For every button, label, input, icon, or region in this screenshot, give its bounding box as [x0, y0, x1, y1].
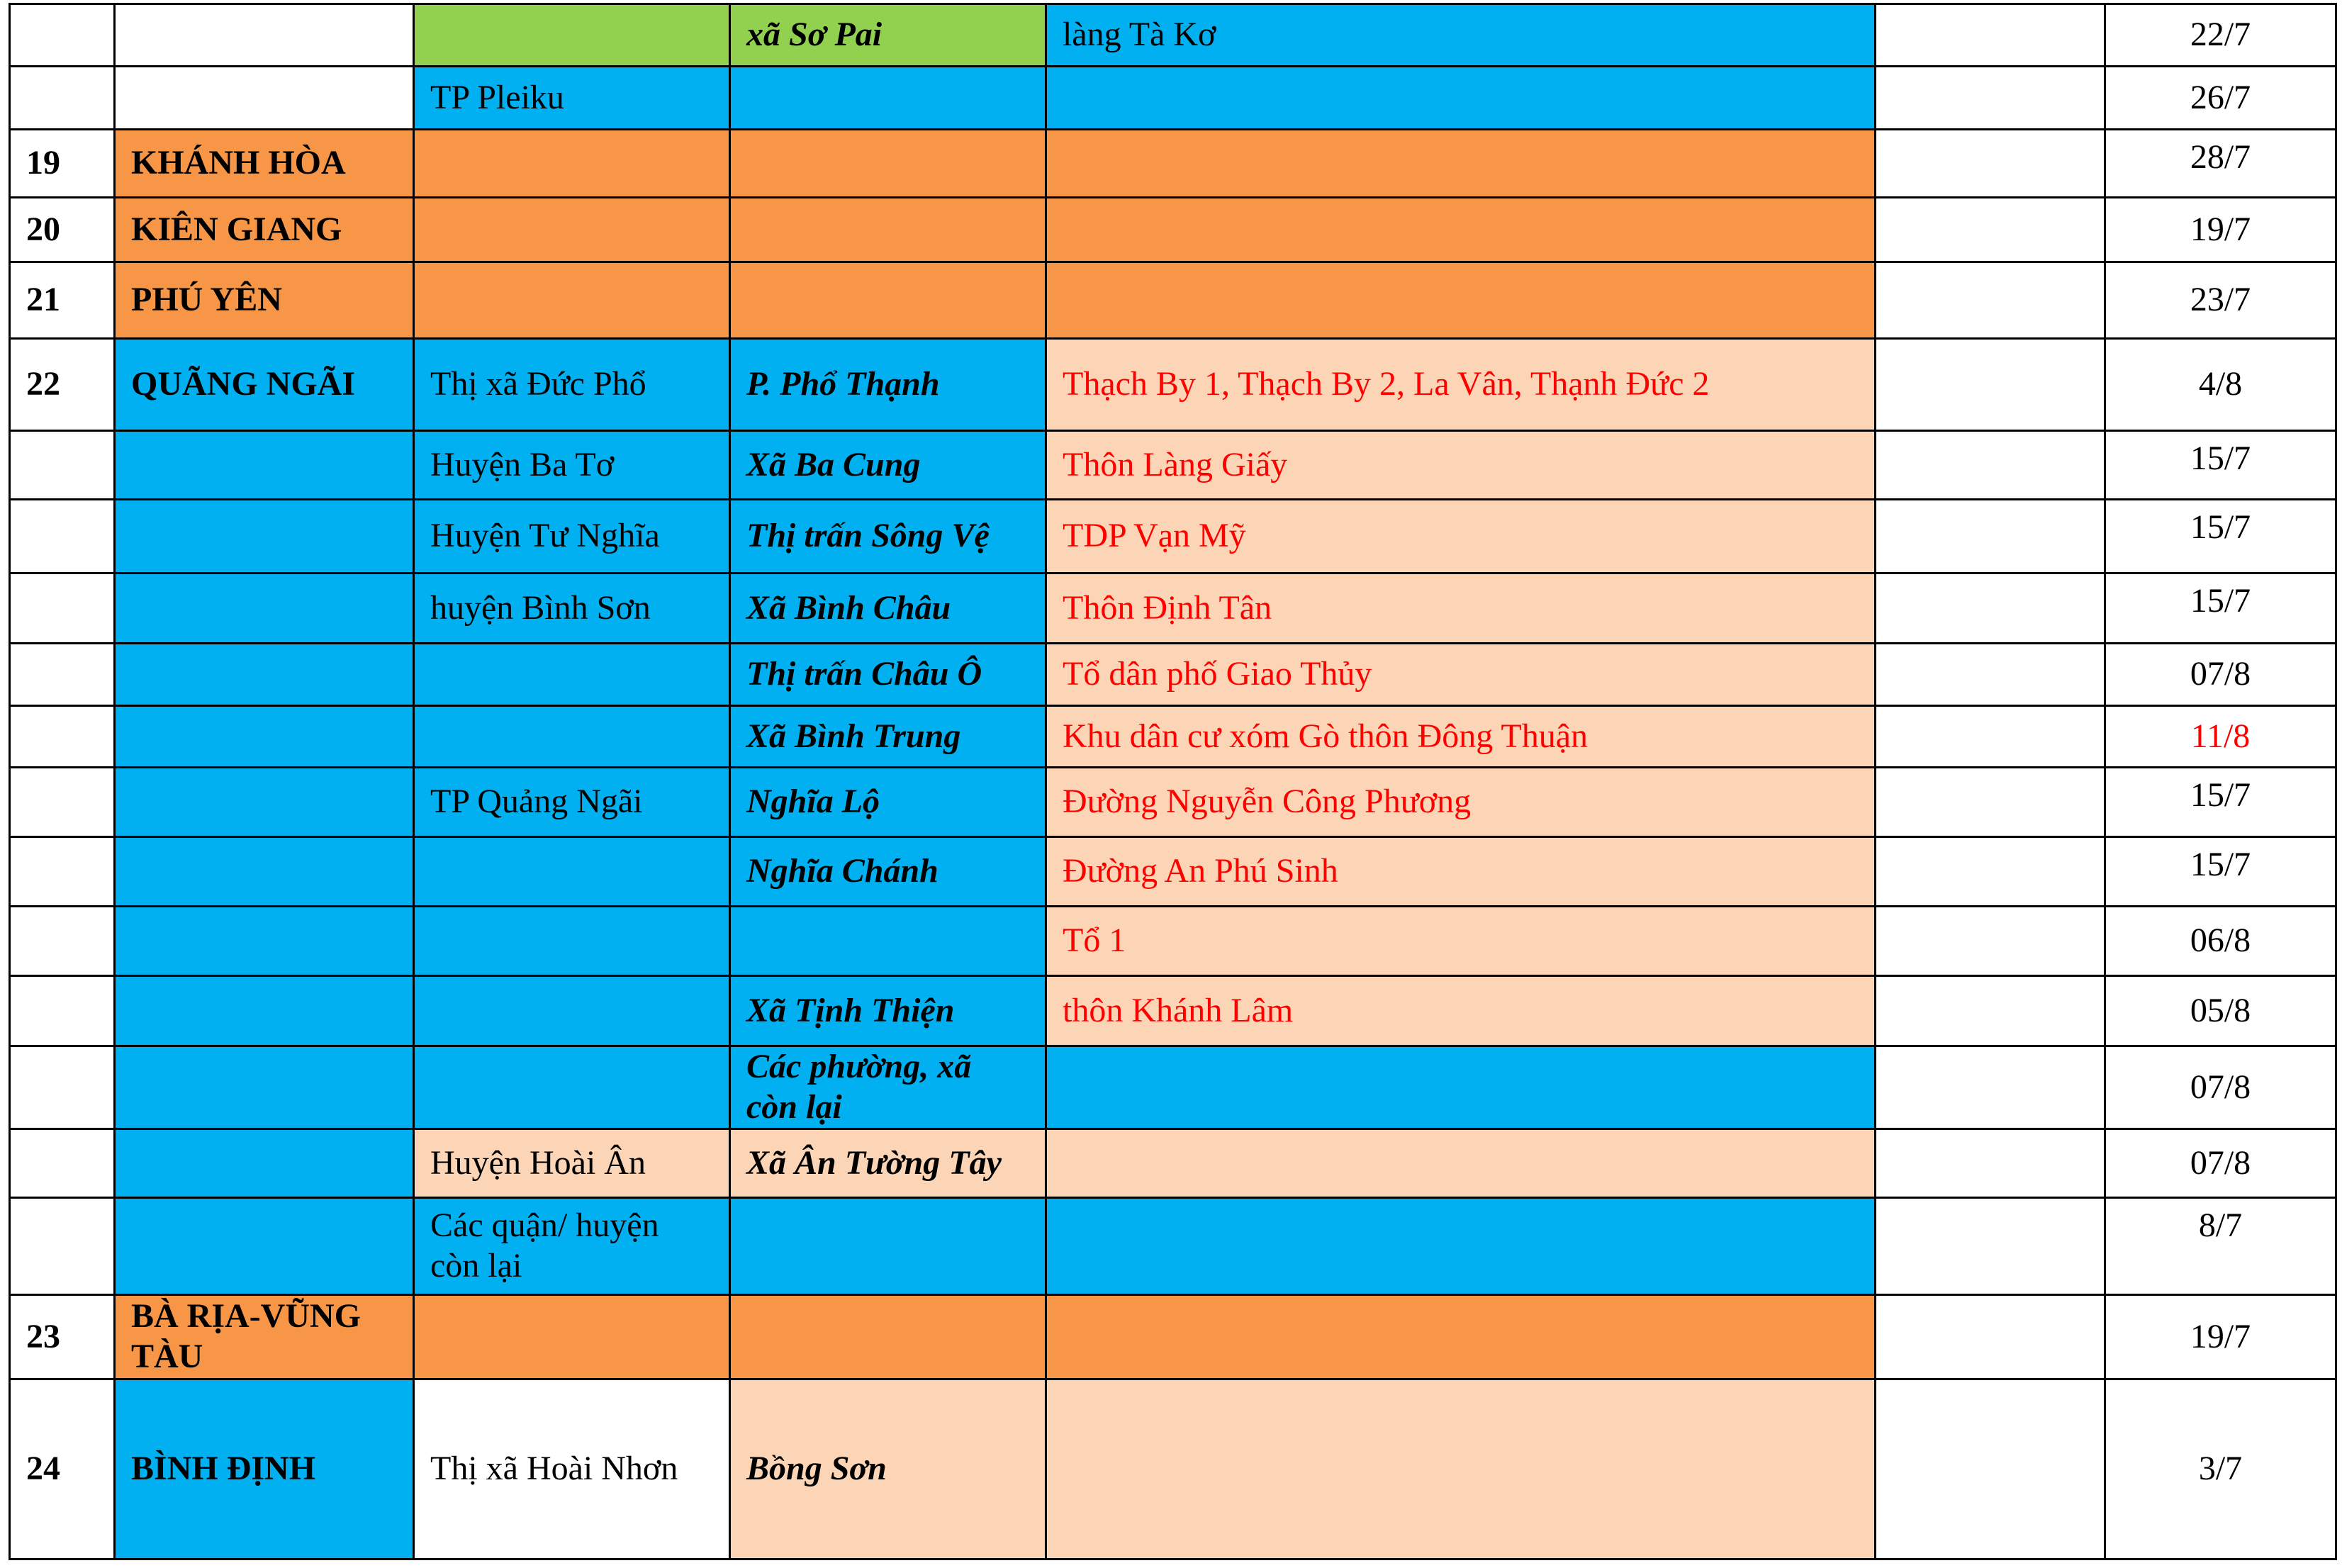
table-row — [10, 1129, 2336, 1198]
ward-cell — [730, 198, 1046, 262]
stt-cell — [10, 837, 115, 907]
note-cell — [1876, 1379, 2105, 1559]
district-cell — [414, 1046, 730, 1129]
area-cell: TDP Vạn Mỹ — [1046, 500, 1876, 573]
table-row — [10, 976, 2336, 1046]
note-cell — [1876, 431, 2105, 500]
stt-cell — [10, 1198, 115, 1295]
province-cell — [115, 573, 414, 644]
date-cell: 07/8 — [2105, 644, 2336, 706]
district-cell: TP Pleiku — [414, 67, 730, 130]
area-cell: Tổ 1 — [1046, 907, 1876, 976]
table-row — [10, 1295, 2336, 1379]
ward-cell: P. Phổ Thạnh — [730, 339, 1046, 431]
province-cell — [115, 67, 414, 130]
district-cell — [414, 976, 730, 1046]
date-cell: 07/8 — [2105, 1046, 2336, 1129]
date-cell: 15/7 — [2105, 431, 2336, 500]
province-cell: QUÃNG NGÃI — [115, 339, 414, 431]
district-cell: Thị xã Hoài Nhơn — [414, 1379, 730, 1559]
area-cell — [1046, 1379, 1876, 1559]
district-cell — [414, 837, 730, 907]
date-cell: 15/7 — [2105, 500, 2336, 573]
note-cell — [1876, 1046, 2105, 1129]
province-cell — [115, 768, 414, 837]
province-cell: PHÚ YÊN — [115, 262, 414, 339]
stt-cell — [10, 67, 115, 130]
area-cell: Thôn Làng Giấy — [1046, 431, 1876, 500]
stt-cell — [10, 976, 115, 1046]
ward-cell: Xã Bình Trung — [730, 706, 1046, 768]
district-cell: Thị xã Đức Phổ — [414, 339, 730, 431]
table-row — [10, 1198, 2336, 1295]
date-cell: 11/8 — [2105, 706, 2336, 768]
province-cell — [115, 1198, 414, 1295]
province-cell — [115, 431, 414, 500]
ward-cell: Xã Ân Tường Tây — [730, 1129, 1046, 1198]
stt-cell — [10, 1046, 115, 1129]
table-row — [10, 339, 2336, 431]
note-cell — [1876, 1129, 2105, 1198]
table-row — [10, 500, 2336, 573]
table-row — [10, 1046, 2336, 1129]
table-row — [10, 573, 2336, 644]
table-row — [10, 130, 2336, 198]
stt-cell — [10, 4, 115, 67]
district-cell: Huyện Tư Nghĩa — [414, 500, 730, 573]
stt-cell: 21 — [10, 262, 115, 339]
ward-cell — [730, 262, 1046, 339]
province-cell: BÀ RỊA-VŨNG TÀU — [115, 1295, 414, 1379]
stt-cell — [10, 1129, 115, 1198]
ward-cell: xã Sơ Pai — [730, 4, 1046, 67]
ward-cell — [730, 1295, 1046, 1379]
note-cell — [1876, 1295, 2105, 1379]
table-row — [10, 768, 2336, 837]
stt-cell — [10, 500, 115, 573]
province-cell — [115, 907, 414, 976]
area-cell: thôn Khánh Lâm — [1046, 976, 1876, 1046]
area-cell: làng Tà Kơ — [1046, 4, 1876, 67]
note-cell — [1876, 500, 2105, 573]
ward-cell: Các phường, xã còn lại — [730, 1046, 1046, 1129]
area-cell: Tổ dân phố Giao Thủy — [1046, 644, 1876, 706]
table-row — [10, 1379, 2336, 1559]
ward-cell — [730, 1198, 1046, 1295]
district-cell: Huyện Ba Tơ — [414, 431, 730, 500]
area-cell: Đường Nguyễn Công Phương — [1046, 768, 1876, 837]
table-row — [10, 644, 2336, 706]
stt-cell — [10, 706, 115, 768]
date-cell: 06/8 — [2105, 907, 2336, 976]
isolation-areas-table — [9, 3, 2337, 1560]
stt-cell: 23 — [10, 1295, 115, 1379]
table-row — [10, 4, 2336, 67]
area-cell — [1046, 130, 1876, 198]
note-cell — [1876, 4, 2105, 67]
stt-cell — [10, 907, 115, 976]
province-cell — [115, 500, 414, 573]
date-cell: 19/7 — [2105, 198, 2336, 262]
district-cell — [414, 1295, 730, 1379]
date-cell: 15/7 — [2105, 573, 2336, 644]
province-cell: KIÊN GIANG — [115, 198, 414, 262]
area-cell: Khu dân cư xóm Gò thôn Đông Thuận — [1046, 706, 1876, 768]
note-cell — [1876, 768, 2105, 837]
note-cell — [1876, 976, 2105, 1046]
area-cell — [1046, 198, 1876, 262]
area-cell — [1046, 1198, 1876, 1295]
ward-cell: Bồng Sơn — [730, 1379, 1046, 1559]
district-cell — [414, 4, 730, 67]
date-cell: 07/8 — [2105, 1129, 2336, 1198]
district-cell: Các quận/ huyện còn lại — [414, 1198, 730, 1295]
ward-cell: Xã Ba Cung — [730, 431, 1046, 500]
province-cell: BÌNH ĐỊNH — [115, 1379, 414, 1559]
note-cell — [1876, 837, 2105, 907]
note-cell — [1876, 573, 2105, 644]
area-cell: Thạch By 1, Thạch By 2, La Vân, Thạnh Đức 2 — [1046, 339, 1876, 431]
province-cell — [115, 644, 414, 706]
table-row — [10, 431, 2336, 500]
note-cell — [1876, 67, 2105, 130]
area-cell — [1046, 67, 1876, 130]
table-row — [10, 198, 2336, 262]
date-cell: 19/7 — [2105, 1295, 2336, 1379]
ward-cell: Nghĩa Chánh — [730, 837, 1046, 907]
district-cell — [414, 907, 730, 976]
stt-cell: 19 — [10, 130, 115, 198]
stt-cell — [10, 768, 115, 837]
district-cell: Huyện Hoài Ân — [414, 1129, 730, 1198]
province-cell — [115, 706, 414, 768]
table-row — [10, 837, 2336, 907]
stt-cell — [10, 431, 115, 500]
province-cell — [115, 1046, 414, 1129]
date-cell: 22/7 — [2105, 4, 2336, 67]
district-cell: TP Quảng Ngãi — [414, 768, 730, 837]
note-cell — [1876, 130, 2105, 198]
date-cell: 4/8 — [2105, 339, 2336, 431]
note-cell — [1876, 644, 2105, 706]
date-cell: 23/7 — [2105, 262, 2336, 339]
date-cell: 26/7 — [2105, 67, 2336, 130]
area-cell: Đường An Phú Sinh — [1046, 837, 1876, 907]
date-cell: 15/7 — [2105, 768, 2336, 837]
area-cell — [1046, 262, 1876, 339]
area-cell: Thôn Định Tân — [1046, 573, 1876, 644]
district-cell: huyện Bình Sơn — [414, 573, 730, 644]
note-cell — [1876, 339, 2105, 431]
district-cell — [414, 262, 730, 339]
ward-cell: Thị trấn Sông Vệ — [730, 500, 1046, 573]
province-cell — [115, 976, 414, 1046]
table-row — [10, 907, 2336, 976]
note-cell — [1876, 706, 2105, 768]
ward-cell — [730, 67, 1046, 130]
date-cell: 8/7 — [2105, 1198, 2336, 1295]
district-cell — [414, 198, 730, 262]
ward-cell: Nghĩa Lộ — [730, 768, 1046, 837]
district-cell — [414, 130, 730, 198]
date-cell: 05/8 — [2105, 976, 2336, 1046]
date-cell: 3/7 — [2105, 1379, 2336, 1559]
note-cell — [1876, 1198, 2105, 1295]
stt-cell — [10, 573, 115, 644]
table-row — [10, 262, 2336, 339]
table-row — [10, 706, 2336, 768]
ward-cell: Thị trấn Châu Ô — [730, 644, 1046, 706]
ward-cell: Xã Bình Châu — [730, 573, 1046, 644]
province-cell — [115, 1129, 414, 1198]
ward-cell: Xã Tịnh Thiện — [730, 976, 1046, 1046]
date-cell: 15/7 — [2105, 837, 2336, 907]
ward-cell — [730, 130, 1046, 198]
area-cell — [1046, 1295, 1876, 1379]
stt-cell: 24 — [10, 1379, 115, 1559]
note-cell — [1876, 907, 2105, 976]
stt-cell: 20 — [10, 198, 115, 262]
note-cell — [1876, 262, 2105, 339]
province-cell — [115, 837, 414, 907]
stt-cell — [10, 644, 115, 706]
province-cell — [115, 4, 414, 67]
district-cell — [414, 706, 730, 768]
note-cell — [1876, 198, 2105, 262]
date-cell: 28/7 — [2105, 130, 2336, 198]
district-cell — [414, 644, 730, 706]
ward-cell — [730, 907, 1046, 976]
table-row — [10, 67, 2336, 130]
province-cell: KHÁNH HÒA — [115, 130, 414, 198]
area-cell — [1046, 1129, 1876, 1198]
stt-cell: 22 — [10, 339, 115, 431]
area-cell — [1046, 1046, 1876, 1129]
